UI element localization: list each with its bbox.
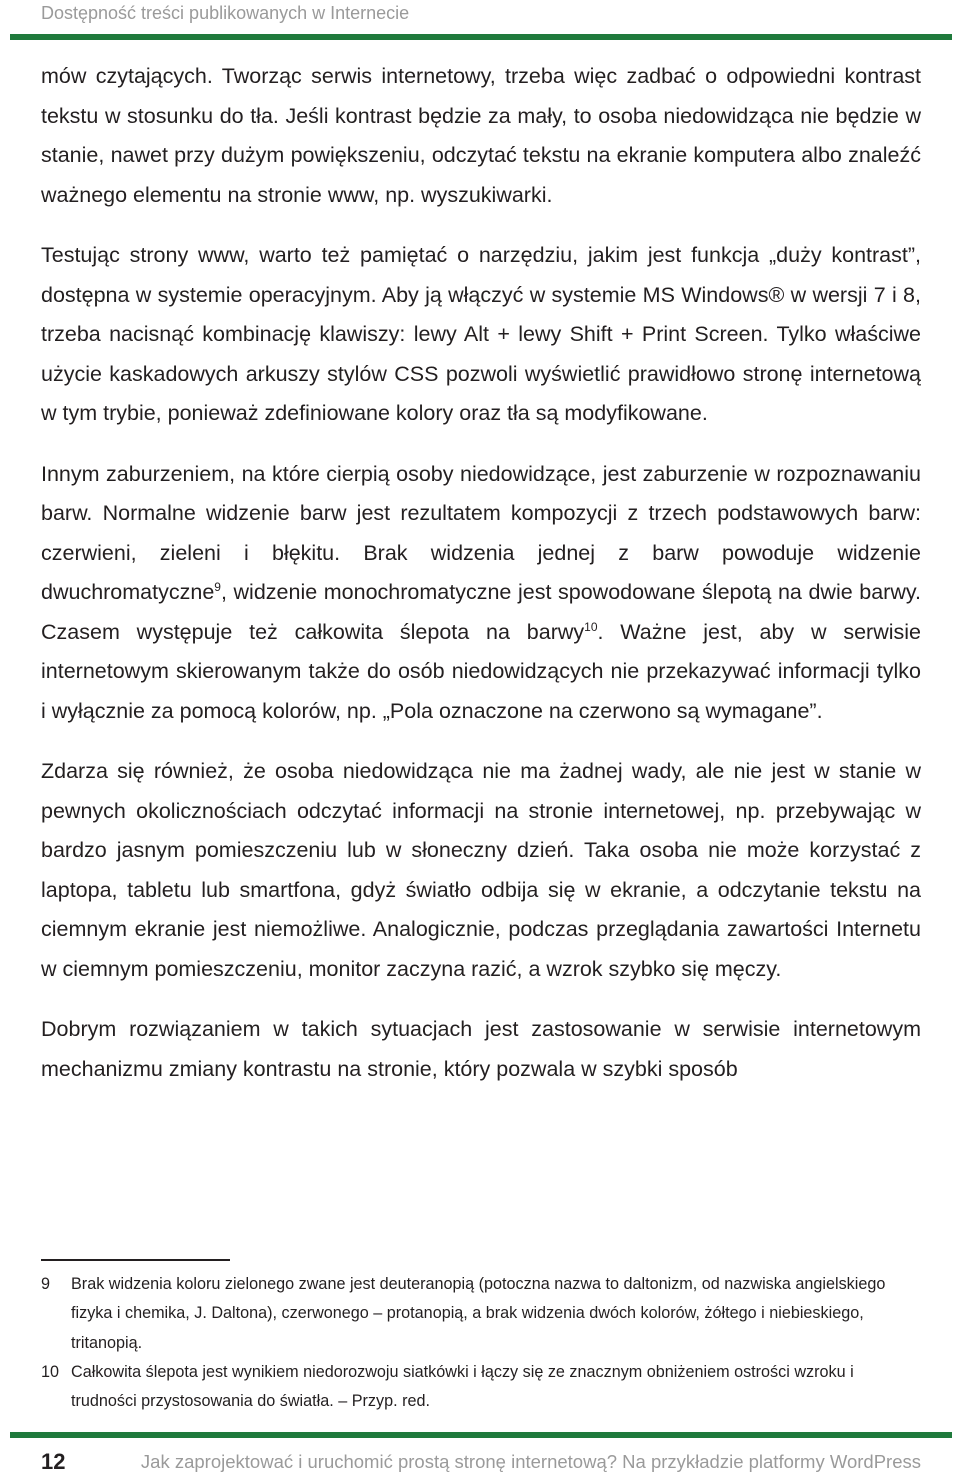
footnote-number: 9: [41, 1275, 51, 1293]
paragraph-3-part-2: , widzenie monochromatyczne jest spowodowane ślepotą na dwie barwy. Czasem występuje też całkowita ślepota na barwy: [41, 580, 921, 644]
footnotes: [41, 1270, 921, 1416]
footnote-9: [41, 1270, 921, 1358]
running-footer: Jak zaprojektować i uruchomić prostą stronę internetową? Na przykładzie platformy WordPress: [140, 1451, 921, 1472]
footnote-10: [41, 1358, 921, 1417]
footnote-ref-9: 9: [214, 579, 221, 594]
footer-rule: [10, 1432, 952, 1438]
paragraph-5: Dobrym rozwiązaniem w takich sytuacjach jest zastosowanie w serwisie internetowym mechanizmu zmiany kontrastu na stronie, który pozwala w szybki sposób: [41, 1017, 921, 1081]
main-text: [41, 57, 921, 1089]
footnote-text: Całkowita ślepota jest wynikiem niedorozwoju siatkówki i łączy się ze znacznym obniżeniem ostrości wzroku i trudności przystosowania do światła. – Przyp. red.: [71, 1362, 854, 1411]
footnote-number: 10: [41, 1362, 60, 1381]
paragraph-3-part-3: . Ważne jest, aby w serwisie internetowym skierowanym także do osób niedowidzących nie przekazywać informacji tylko i wyłącznie za pomocą kolorów, np. „Pola oznaczone na czerwono są wymagane”.: [41, 619, 922, 723]
header-rule: [10, 34, 952, 40]
paragraph-1: mów czytających. Tworząc serwis internetowy, trzeba więc zadbać o odpowiedni kontrast tekstu w stosunku do tła. Jeśli kontrast będzie za mały, to osoba niedowidząca nie będzie w stanie, nawet przy dużym powiększeniu, odczytać tekstu na ekranie komputera albo znaleźć ważnego elementu na stronie www, np. wyszukiwarki.: [41, 64, 921, 207]
paragraph-3-part-1: Innym zaburzeniem, na które cierpią osoby niedowidzące, jest zaburzenie w rozpoznawaniu barw. Normalne widzenie barw jest rezultatem kompozycji z trzech podstawowych barw: czerwieni, zieleni i błękitu. Brak widzenia jednej z barw powoduje widzenie dwuchromatyczne: [41, 461, 921, 604]
footnote-separator: [41, 1259, 230, 1261]
paragraph-4: Zdarza się również, że osoba niedowidząca nie ma żadnej wady, ale nie jest w stanie w pewnych okolicznościach odczytać informacji na stronie internetowej, np. przebywając w bardzo jasnym pomieszczeniu lub w słoneczny dzień. Taka osoba nie może korzystać z laptopa, tabletu lub smartfona, gdyż światło odbija się w ekranie, a odczytanie tekstu na ciemnym ekranie jest niemożliwe. Analogicznie, podczas przeglądania zawartości Internetu w ciemnym pomieszczeniu, monitor zaczyna razić, a wzrok szybko się męczy.: [41, 759, 921, 981]
paragraph-3: [41, 455, 921, 732]
running-header: Dostępność treści publikowanych w Internecie: [41, 3, 410, 23]
footnote-text: Brak widzenia koloru zielonego zwane jest deuteranopią (potoczna nazwa to daltonizm, od nazwiska angielskiego fizyka i chemika, J. Daltona), czerwonego – protanopią, a brak widzenia dwóch kolorów, żółtego i niebieskiego, tritanopią.: [71, 1275, 886, 1352]
footnote-ref-10: 10: [584, 619, 598, 634]
page-number: 12: [41, 1449, 66, 1474]
paragraph-2: Testując strony www, warto też pamiętać o narzędziu, jakim jest funkcja „duży kontrast”, dostępna w systemie operacyjnym. Aby ją włączyć w systemie MS Windows® w wersji 7 i 8, trzeba nacisnąć kombinację klawiszy: lewy Alt + lewy Shift + Print Screen. Tylko właściwe użycie kaskadowych arkuszy stylów CSS pozwoli wyświetlić prawidłowo stronę internetową w tym trybie, ponieważ zdefiniowane kolory oraz tła są modyfikowane.: [41, 243, 921, 425]
